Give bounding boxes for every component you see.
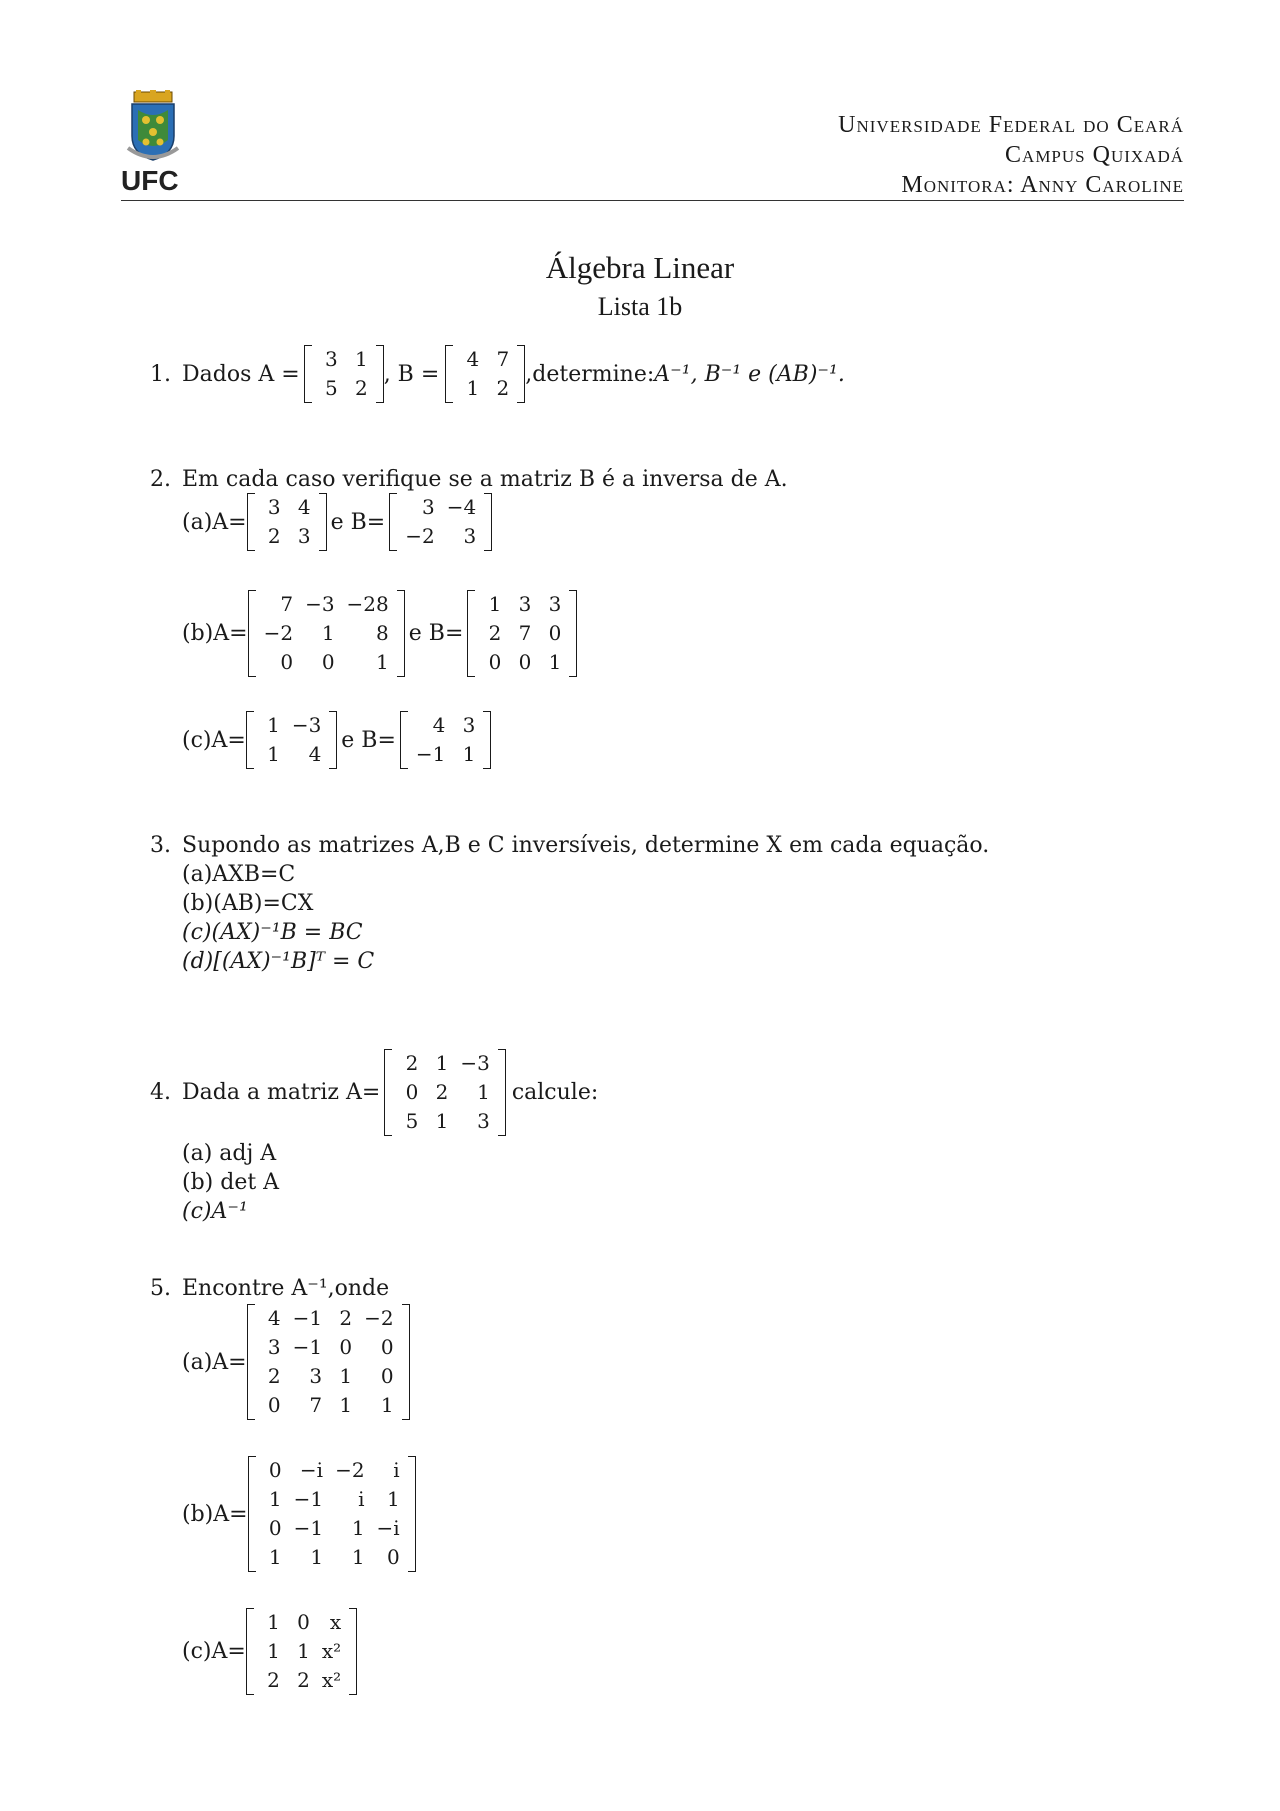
q2-c-matrix-b (400, 711, 491, 769)
matrix-row (256, 1608, 347, 1637)
matrix-entry: 5 (324, 376, 338, 400)
matrix-entry: 0 (380, 1335, 394, 1359)
matrix-row (257, 1333, 400, 1362)
q1-text-c: ,determine: (525, 361, 655, 387)
q2-b-matrix-a (248, 590, 405, 677)
q2-item-c (182, 711, 491, 769)
matrix-entry: 0 (280, 650, 294, 674)
matrix-entry: 4 (432, 713, 446, 737)
q2-e-b: e B= (330, 509, 386, 535)
matrix-entry: 0 (268, 1516, 282, 1540)
matrix-entry: −1 (415, 742, 446, 766)
matrix-entry: 0 (268, 1458, 282, 1482)
q1-text-a: Dados A = (182, 361, 300, 387)
matrix-row (258, 1514, 406, 1543)
matrix-entry: 4 (466, 347, 480, 371)
matrix-entry: 1 (380, 1393, 394, 1417)
matrix-entry: 3 (462, 713, 476, 737)
matrix-entry: 7 (496, 347, 510, 371)
matrix-entry: 1 (351, 1516, 365, 1540)
q4-after: calcule: (511, 1080, 599, 1105)
q4-number: 4. (150, 1080, 171, 1105)
q2-number: 2. (150, 467, 171, 492)
matrix-row (258, 1485, 406, 1514)
matrix-row (258, 648, 395, 677)
matrix-entry: 4 (267, 1306, 281, 1330)
matrix-entry: 1 (462, 742, 476, 766)
matrix-row (477, 590, 567, 619)
matrix-row (399, 493, 482, 522)
matrix-entry: 1 (386, 1487, 400, 1511)
matrix-row (258, 1456, 406, 1485)
q3-text: Supondo as matrizes A,B e C inversíveis, determine X em cada equação. (182, 833, 990, 858)
matrix-row (394, 1107, 495, 1136)
matrix-entry: x (329, 1610, 342, 1634)
matrix-entry: 0 (267, 1393, 281, 1417)
matrix-entry: 1 (297, 1639, 310, 1663)
matrix-entry: −1 (292, 1306, 323, 1330)
q2-b-matrix-b (467, 590, 577, 677)
q4-matrix (384, 1049, 505, 1136)
matrix-entry: −3 (305, 592, 335, 616)
matrix-entry: 0 (405, 1080, 419, 1104)
q2-e-b: e B= (408, 621, 464, 646)
q3-item: (b)(AB)=CX (182, 891, 314, 916)
ufc-crest-icon (122, 90, 184, 170)
matrix-entry: 7 (309, 1393, 323, 1417)
matrix-row (477, 648, 567, 677)
matrix-entry: 1 (268, 1487, 282, 1511)
matrix-entry: 1 (435, 1051, 449, 1075)
matrix-row (256, 1666, 347, 1695)
matrix-entry: x² (321, 1639, 342, 1663)
q4-item: (b) det A (182, 1170, 280, 1195)
matrix-entry: 5 (405, 1109, 419, 1133)
matrix-entry: 0 (548, 621, 562, 645)
matrix-entry: 1 (435, 1109, 449, 1133)
monitor-name: Monitora: Anny Caroline (901, 172, 1184, 198)
matrix-entry: −1 (293, 1487, 324, 1511)
matrix-entry: 1 (321, 621, 335, 645)
matrix-row (455, 374, 515, 403)
institution-name: Universidade Federal do Ceará (838, 112, 1184, 138)
matrix-entry: 1 (477, 1080, 490, 1104)
q2-text: Em cada caso verifique se a matriz B é a inversa de A. (182, 467, 788, 492)
q5-item-label: (c)A= (182, 1639, 246, 1664)
q2-a-matrix-a (247, 493, 327, 551)
matrix-entry: 2 (267, 1668, 280, 1692)
q2-item-label: (a)A= (182, 509, 247, 535)
matrix-entry: 3 (297, 524, 311, 548)
q2-e-b: e B= (341, 727, 396, 753)
matrix-row (257, 1362, 400, 1391)
matrix-row (257, 522, 317, 551)
matrix-row (256, 740, 327, 769)
q5-c-matrix (246, 1608, 357, 1695)
q1-matrix-a (304, 345, 384, 403)
matrix-entry: 2 (405, 1051, 419, 1075)
q5-item-c (182, 1608, 357, 1695)
matrix-entry: −2 (405, 524, 435, 548)
q1-text-b: , B = (383, 361, 440, 387)
matrix-row (256, 711, 327, 740)
matrix-entry: 1 (268, 1545, 282, 1569)
matrix-entry: −2 (335, 1458, 365, 1482)
page-title: Álgebra Linear (545, 250, 735, 285)
q4-item: (a) adj A (182, 1141, 277, 1166)
q1-targets: A⁻¹, B⁻¹ e (AB)⁻¹. (654, 361, 845, 387)
matrix-entry: 1 (488, 592, 502, 616)
matrix-entry: −28 (346, 592, 389, 616)
matrix-entry: 2 (354, 376, 368, 400)
question-2 (150, 466, 788, 494)
q3-item: (d)[(AX)⁻¹B]ᵀ = C (182, 949, 375, 974)
q5-text: Encontre A⁻¹,onde (182, 1276, 390, 1301)
matrix-entry: 0 (518, 650, 532, 674)
logo-text: UFC (121, 165, 179, 196)
matrix-entry: 7 (280, 592, 294, 616)
matrix-entry: 2 (267, 1364, 281, 1388)
matrix-entry: 1 (354, 347, 368, 371)
matrix-row (394, 1078, 495, 1107)
q5-item-label: (b)A= (182, 1501, 248, 1527)
matrix-row (314, 345, 374, 374)
matrix-entry: 3 (518, 592, 532, 616)
matrix-entry: 3 (548, 592, 562, 616)
question-4 (150, 1049, 598, 1136)
q4-item: (c)A⁻¹ (182, 1199, 248, 1224)
matrix-entry: 0 (386, 1545, 400, 1569)
matrix-entry: 3 (267, 1335, 281, 1359)
matrix-entry: i (393, 1458, 400, 1482)
matrix-entry: x² (321, 1668, 342, 1692)
q5-item-label: (a)A= (182, 1349, 247, 1375)
matrix-entry: 0 (488, 650, 502, 674)
matrix-entry: 2 (435, 1080, 449, 1104)
matrix-entry: 2 (496, 376, 510, 400)
matrix-entry: 7 (518, 621, 532, 645)
q3-item: (c)(AX)⁻¹B = BC (182, 920, 363, 945)
matrix-entry: −3 (460, 1051, 490, 1075)
matrix-entry: 2 (267, 524, 281, 548)
matrix-row (314, 374, 374, 403)
matrix-entry: 1 (548, 650, 562, 674)
matrix-entry: 2 (488, 621, 502, 645)
q1-number: 1. (150, 361, 171, 387)
matrix-entry: −i (299, 1458, 324, 1482)
matrix-entry: 3 (421, 495, 435, 519)
matrix-entry: −4 (446, 495, 477, 519)
matrix-row (477, 619, 567, 648)
matrix-entry: −1 (292, 1335, 323, 1359)
matrix-row (257, 1391, 400, 1420)
matrix-entry: 1 (466, 376, 480, 400)
matrix-entry: −2 (263, 621, 294, 645)
q5-a-matrix (247, 1304, 410, 1420)
q5-item-a (182, 1304, 410, 1420)
matrix-entry: 1 (267, 742, 280, 766)
matrix-entry: 3 (477, 1109, 490, 1133)
matrix-entry: 3 (267, 495, 281, 519)
matrix-entry: −2 (364, 1306, 394, 1330)
matrix-entry: 8 (376, 621, 389, 645)
matrix-entry: 3 (463, 524, 477, 548)
q5-b-matrix (248, 1456, 416, 1572)
q2-a-matrix-b (389, 493, 492, 551)
matrix-row (394, 1049, 495, 1078)
matrix-entry: −3 (291, 713, 322, 737)
matrix-row (399, 522, 482, 551)
header-divider (121, 200, 1184, 201)
matrix-row (257, 493, 317, 522)
matrix-entry: 1 (339, 1393, 353, 1417)
matrix-entry: 1 (310, 1545, 324, 1569)
matrix-entry: 0 (297, 1610, 310, 1634)
matrix-entry: 1 (267, 1639, 280, 1663)
q2-item-label: (b)A= (182, 621, 248, 646)
q2-item-label: (c)A= (182, 727, 246, 753)
matrix-entry: 2 (297, 1668, 310, 1692)
matrix-entry: 1 (376, 650, 389, 674)
q5-item-b (182, 1456, 416, 1572)
matrix-entry: 4 (308, 742, 322, 766)
matrix-row (256, 1637, 347, 1666)
matrix-entry: −i (376, 1516, 400, 1540)
q2-item-a (182, 493, 492, 551)
matrix-entry: 1 (267, 1610, 280, 1634)
q2-item-b (182, 590, 577, 677)
matrix-entry: 4 (297, 495, 311, 519)
matrix-entry: 1 (339, 1364, 353, 1388)
q3-number: 3. (150, 833, 171, 858)
matrix-entry: 2 (339, 1306, 353, 1330)
matrix-entry: 1 (351, 1545, 365, 1569)
matrix-entry: 3 (324, 347, 338, 371)
matrix-row (257, 1304, 400, 1333)
q2-c-matrix-a (246, 711, 337, 769)
matrix-entry: 0 (339, 1335, 353, 1359)
campus-name: Campus Quixadá (1005, 142, 1184, 168)
matrix-row (258, 590, 395, 619)
matrix-entry: 1 (267, 713, 280, 737)
matrix-entry: 3 (309, 1364, 323, 1388)
matrix-row (410, 740, 481, 769)
matrix-row (410, 711, 481, 740)
matrix-row (258, 619, 395, 648)
q1-matrix-b (445, 345, 525, 403)
matrix-entry: 0 (380, 1364, 394, 1388)
matrix-entry: −1 (293, 1516, 324, 1540)
matrix-entry: i (358, 1487, 365, 1511)
q5-number: 5. (150, 1276, 171, 1301)
page-subtitle: Lista 1b (597, 292, 683, 321)
q3-item: (a)AXB=C (182, 862, 296, 887)
question-5 (150, 1275, 389, 1303)
question-3 (150, 832, 989, 860)
q4-text: Dada a matriz A= (182, 1080, 381, 1105)
matrix-entry: 0 (321, 650, 335, 674)
question-1 (150, 345, 845, 403)
matrix-row (258, 1543, 406, 1572)
matrix-row (455, 345, 515, 374)
